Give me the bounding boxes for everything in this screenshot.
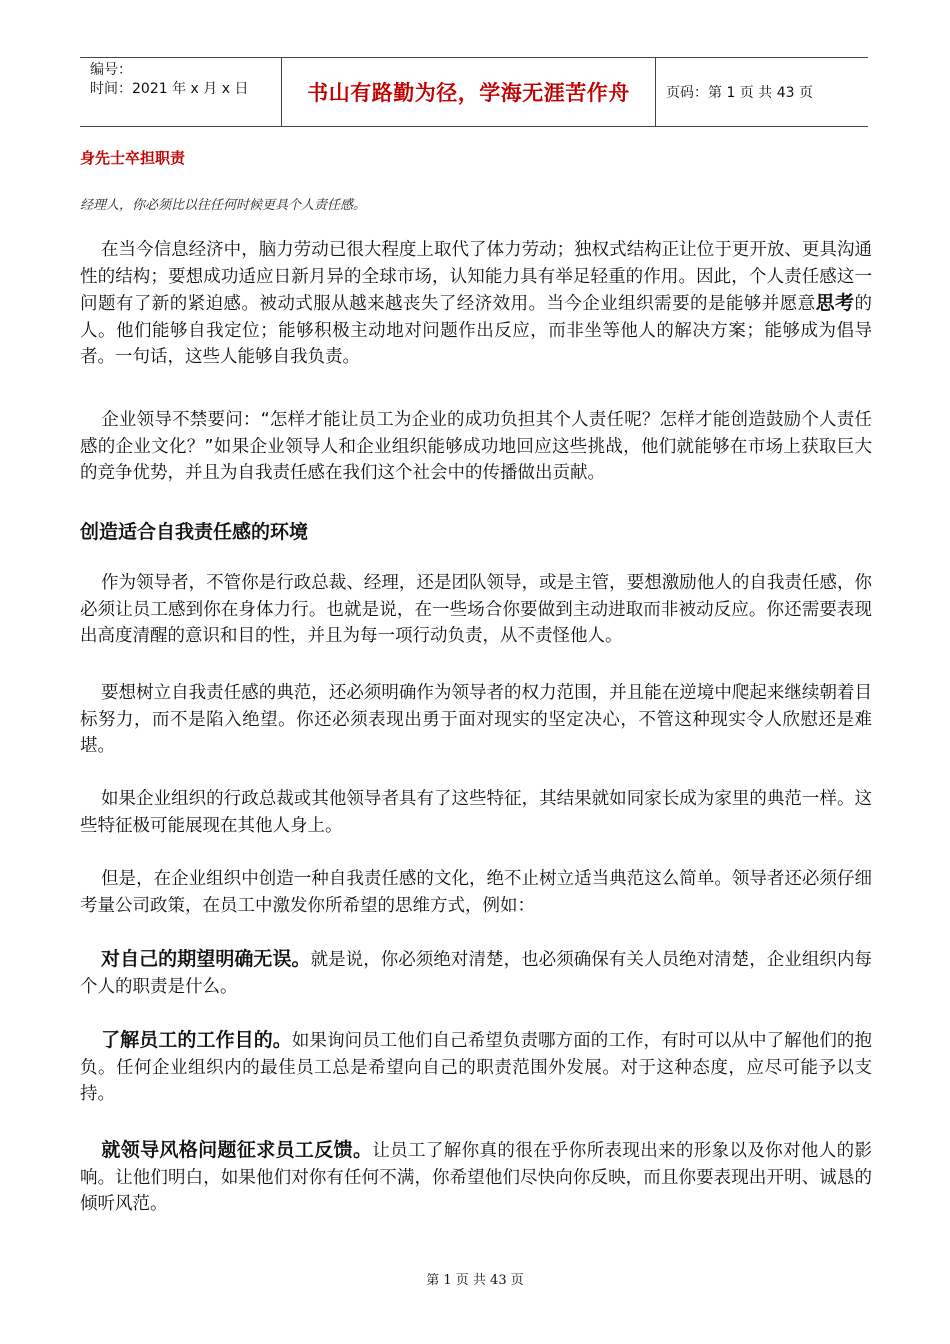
header-motto: 书山有路勤为径，学海无涯苦作舟 bbox=[282, 58, 656, 126]
paragraph-2 bbox=[80, 407, 872, 487]
list-item-3 bbox=[80, 1137, 872, 1218]
paragraph-1 bbox=[80, 237, 872, 371]
section-heading: 创造适合自我责任感的环境 bbox=[80, 521, 309, 543]
item3-heading: 就领导风格问题征求员工反馈。 bbox=[101, 1139, 373, 1161]
page-footer: 第 1 页 共 43 页 bbox=[426, 1273, 524, 1288]
p1-text-after: 的人。他们能够自我定位；能够积极主动地对问题作出反应，而非坐等他人的解决方案；能够成为倡导者。一句话，这些人能够自我负责。 bbox=[80, 294, 872, 367]
list-item-1 bbox=[80, 946, 872, 1000]
page-header bbox=[80, 57, 868, 127]
number-label: 编号： bbox=[90, 62, 132, 78]
item3-text: 让员工了解你真的很在乎你所表现出来的形象以及你对他人的影响。让他们明白，如果他们对你有任何不满，你希望他们尽快向你反映，而且你要表现出开明、诚恳的倾听风范。 bbox=[80, 1141, 872, 1214]
header-page-info: 页码：第 1 页 共 43 页 bbox=[666, 85, 813, 101]
p4-text: 要想树立自我责任感的典范，还必须明确作为领导者的权力范围，并且能在逆境中爬起来继续朝着目标努力，而不是陷入绝望。你还必须表现出勇于面对现实的坚定决心，不管这种现实令人欣慰还是难堪。 bbox=[80, 683, 872, 756]
document-subtitle: 经理人，你必须比以往任何时候更具个人责任感。 bbox=[80, 198, 367, 213]
item2-heading: 了解员工的工作目的。 bbox=[101, 1029, 292, 1051]
paragraph-6 bbox=[80, 866, 872, 919]
header-meta bbox=[80, 58, 282, 126]
document-title: 身先士卒担职责 bbox=[80, 149, 186, 167]
p1-text-before: 在当今信息经济中，脑力劳动已很大程度上取代了体力劳动；独权式结构正让位于更开放、更具沟通性的结构；要想成功适应日新月异的全球市场，认知能力具有举足轻重的作用。因此，个人责任感这一问题有了新的紧迫感。被动式服从越来越丧失了经济效用。当今企业组织需要的是能够并愿意 bbox=[80, 240, 872, 314]
p2-text: 企业领导不禁要问：“怎样才能让员工为企业的成功负担其个人责任呢？怎样才能创造鼓励个人责任感的企业文化？”如果企业领导人和企业组织能够成功地回应这些挑战，他们就能够在市场上获取巨大的竞争优势，并且为自我责任感在我们这个社会中的传播做出贡献。 bbox=[80, 410, 872, 483]
p5-text: 如果企业组织的行政总裁或其他领导者具有了这些特征，其结果就如同家长成为家里的典范一样。这些特征极可能展现在其他人身上。 bbox=[80, 789, 872, 836]
item1-text: 就是说，你必须绝对清楚，也必须确保有关人员绝对清楚，企业组织内每个人的职责是什么。 bbox=[80, 950, 872, 997]
p6-text: 但是，在企业组织中创造一种自我责任感的文化，绝不止树立适当典范这么简单。领导者还必须仔细考量公司政策，在员工中激发你所希望的思维方式，例如： bbox=[80, 869, 872, 916]
paragraph-3 bbox=[80, 570, 872, 650]
p1-bold-word: 思考 bbox=[815, 292, 855, 314]
paragraph-4 bbox=[80, 680, 872, 760]
list-item-2 bbox=[80, 1027, 872, 1108]
item1-heading: 对自己的期望明确无误。 bbox=[101, 948, 311, 970]
p3-text: 作为领导者，不管你是行政总裁、经理，还是团队领导，或是主管，要想激励他人的自我责任感，你必须让员工感到你在身体力行。也就是说，在一些场合你要做到主动进取而非被动反应。你还需要表现出高度清醒的意识和目的性，并且为每一项行动负责，从不责怪他人。 bbox=[80, 573, 872, 646]
time-label: 时间：2021 年 x 月 x 日 bbox=[90, 81, 249, 97]
item2-text: 如果询问员工他们自己希望负责哪方面的工作，有时可以从中了解他们的抱负。任何企业组织内的最佳员工总是希望向自己的职责范围外发展。对于这种态度，应尽可能予以支持。 bbox=[80, 1031, 872, 1104]
paragraph-5 bbox=[80, 786, 872, 839]
